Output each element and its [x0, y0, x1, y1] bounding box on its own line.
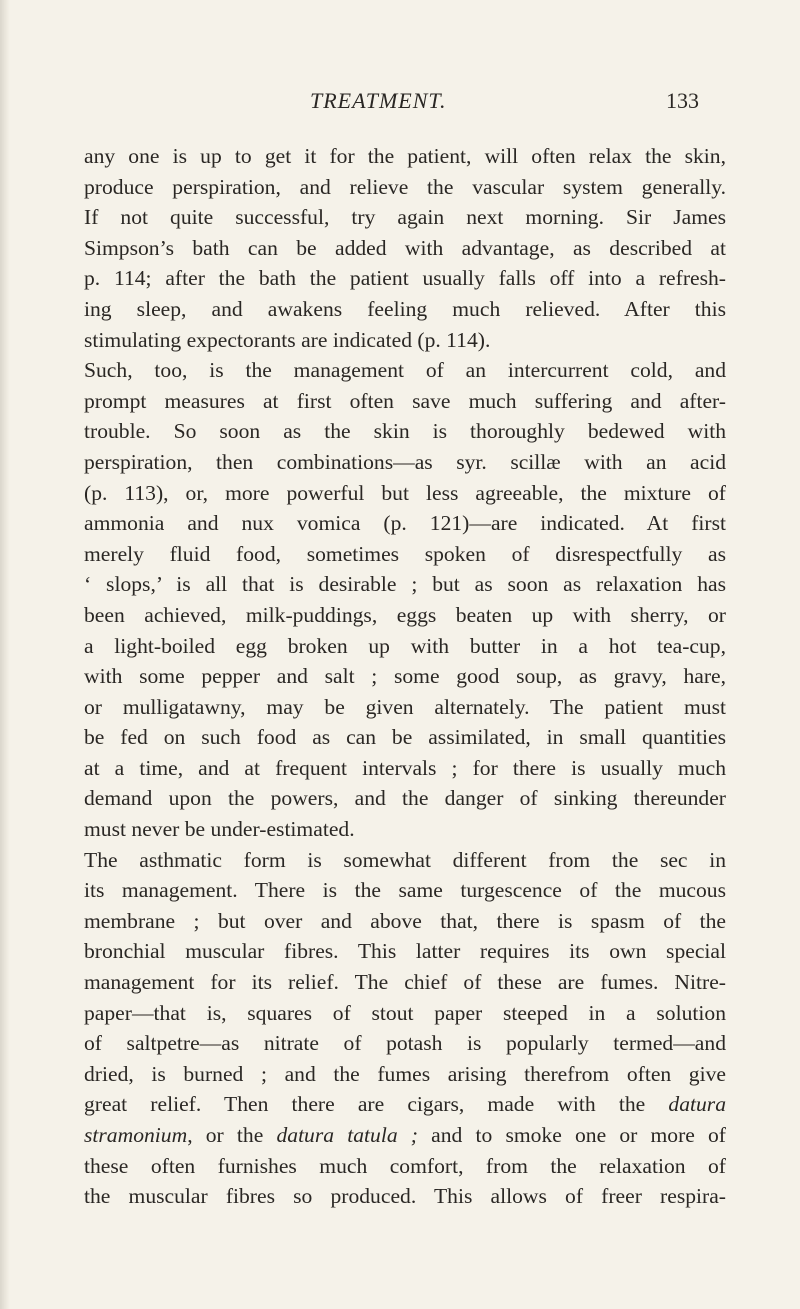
text-line: at a time, and at frequent intervals ; for there is usually much: [84, 755, 726, 780]
text-line: must never be under-estimated.: [84, 817, 355, 842]
text-line: p. 114; after the bath the patient usually falls off into a refresh-: [84, 266, 726, 291]
italic-term: datura: [668, 1092, 726, 1117]
text-line: ammonia and nux vomica (p. 121)—are indicated. At first: [84, 511, 726, 536]
text-line: bronchial muscular fibres. This latter requires its own special: [84, 939, 726, 964]
running-head: [0, 88, 800, 118]
text-line: with some pepper and salt ; some good soup, as gravy, hare,: [84, 664, 726, 689]
page-number: 133: [666, 88, 699, 113]
text-line: The asthmatic form is somewhat different from the sec in: [84, 847, 726, 872]
text-line: [84, 1089, 726, 1120]
text-line: its management. There is the same turgescence of the mucous: [84, 878, 726, 903]
running-title: TREATMENT.: [310, 88, 447, 113]
text-line: ‘ slops,’ is all that is desirable ; but as soon as relaxation has: [84, 572, 726, 597]
text-line: stimulating expectorants are indicated (p. 114).: [84, 327, 491, 352]
text-line: of saltpetre—as nitrate of potash is popularly termed—and: [84, 1031, 726, 1056]
text-segment: great relief. Then there are cigars, made with the: [84, 1092, 646, 1117]
text-line: (p. 113), or, more powerful but less agreeable, the mixture of: [84, 480, 726, 505]
text-line: If not quite successful, try again next morning. Sir James: [84, 205, 726, 230]
text-line: prompt measures at first often save much suffering and after-: [84, 388, 726, 413]
text-line: a light-boiled egg broken up with butter in a hot tea-cup,: [84, 633, 726, 658]
text-line: ing sleep, and awakens feeling much relieved. After this: [84, 296, 726, 321]
text-line: produce perspiration, and relieve the vascular system generally.: [84, 174, 726, 199]
text-line: dried, is burned ; and the fumes arising therefrom often give: [84, 1061, 726, 1086]
text-line: these often furnishes much comfort, from the relaxation of: [84, 1153, 726, 1178]
text-line: paper—that is, squares of stout paper steeped in a solution: [84, 1000, 726, 1025]
text-line: perspiration, then combinations—as syr. scillæ with an acid: [84, 449, 726, 474]
text-line: demand upon the powers, and the danger of sinking thereunder: [84, 786, 726, 811]
text-line: [84, 1120, 726, 1151]
text-segment: and to smoke one or more of: [431, 1123, 726, 1147]
text-line: the muscular fibres so produced. This allows of freer respira-: [84, 1184, 726, 1209]
text-line: merely fluid food, sometimes spoken of disrespectfully as: [84, 541, 726, 566]
text-line: been achieved, milk-puddings, eggs beaten up with sherry, or: [84, 602, 726, 627]
body-text: [84, 141, 726, 1212]
text-line: any one is up to get it for the patient, will often relax the skin,: [84, 144, 726, 168]
italic-term: datura tatula ;: [276, 1123, 418, 1147]
text-line: membrane ; but over and above that, there is spasm of the: [84, 908, 726, 933]
text-line: be fed on such food as can be assimilated, in small quantities: [84, 725, 726, 750]
italic-term: stramonium: [84, 1123, 188, 1147]
text-line: or mulligatawny, may be given alternately. The patient must: [84, 694, 726, 719]
page-gutter-edge: [0, 0, 10, 1309]
text-line: Simpson’s bath can be added with advantage, as described at: [84, 235, 726, 260]
text-line: management for its relief. The chief of these are fumes. Nitre-: [84, 970, 726, 995]
text-line: Such, too, is the management of an intercurrent cold, and: [84, 358, 726, 383]
text-segment: , or the: [187, 1123, 264, 1147]
text-line: trouble. So soon as the skin is thoroughly bedewed with: [84, 419, 726, 444]
